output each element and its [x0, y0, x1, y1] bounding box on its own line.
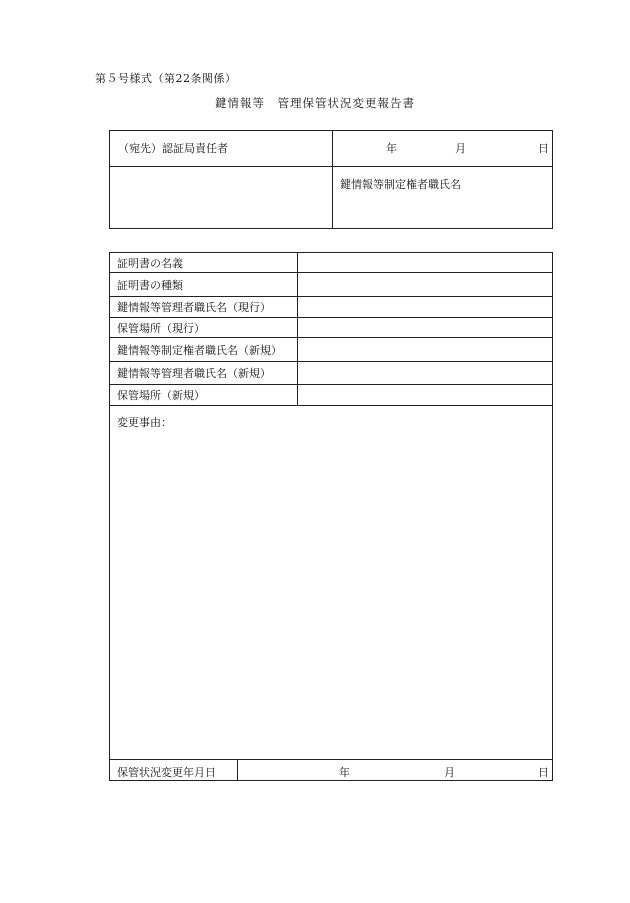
change-date-month: 月 [444, 766, 455, 779]
row-label: 証明書の名義 [117, 256, 183, 270]
addressee-label: （宛先）認証局責任者 [118, 142, 228, 155]
form-number: 第５号様式（第22条関係） [95, 72, 237, 85]
row-divider [297, 273, 298, 296]
row-manager-new [110, 362, 552, 385]
change-date-day: 日 [538, 766, 549, 779]
row-label: 鍵情報等制定権者職氏名（新規） [117, 343, 282, 357]
change-date-divider [237, 760, 238, 781]
signatory-label: 鍵情報等制定権者職氏名 [340, 178, 461, 191]
change-date-row [110, 759, 552, 781]
row-label: 鍵情報等管理者職氏名（新規） [117, 367, 271, 380]
row-label: 鍵情報等管理者職氏名（現行） [117, 301, 271, 314]
row-authority-new [110, 338, 552, 362]
row-label: 証明書の種類 [117, 278, 183, 292]
row-divider [297, 362, 298, 384]
report-table [109, 252, 553, 781]
row-divider [297, 253, 298, 272]
header-date-day: 日 [538, 142, 549, 155]
row-label: 保管場所（新規） [117, 389, 205, 402]
row-divider [297, 318, 298, 337]
header-date-year: 年 [386, 142, 397, 155]
row-certificate-type [110, 273, 552, 297]
document-title: 鍵情報等 管理保管状況変更報告書 [215, 96, 415, 110]
row-location-new [110, 385, 552, 406]
row-divider [297, 297, 298, 317]
header-divider-vertical [332, 131, 333, 228]
change-date-year: 年 [339, 766, 350, 779]
header-divider-horizontal [110, 166, 552, 167]
row-location-current [110, 318, 552, 338]
row-divider [297, 385, 298, 405]
row-label: 保管場所（現行） [117, 321, 205, 335]
header-box [109, 130, 553, 229]
change-reason-label: 変更事由： [117, 416, 172, 429]
row-manager-current [110, 297, 552, 318]
row-divider [297, 338, 298, 361]
header-date-month: 月 [455, 142, 466, 155]
change-date-label: 保管状況変更年月日 [117, 766, 216, 779]
row-certificate-name [110, 253, 552, 273]
